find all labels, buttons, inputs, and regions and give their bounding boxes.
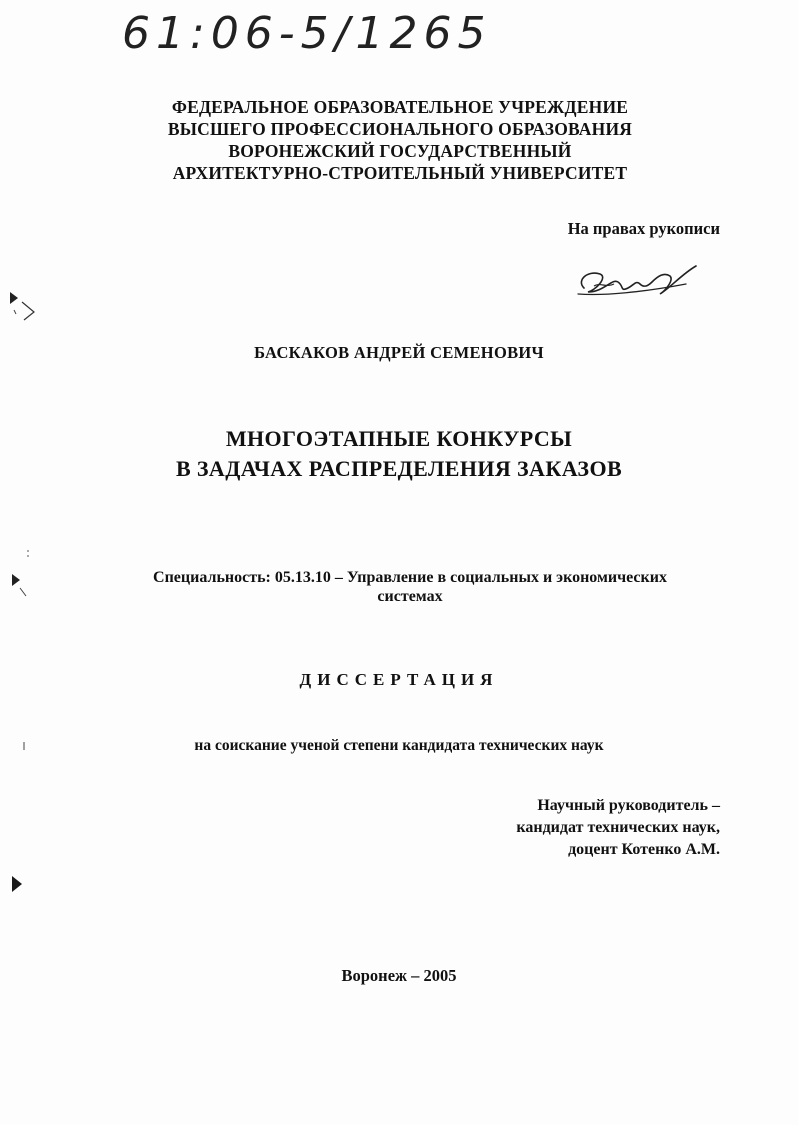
- specialty-line: системах: [377, 588, 443, 605]
- rights-note: На правах рукописи: [567, 219, 720, 238]
- handwritten-signature: [574, 258, 704, 308]
- handwritten-archive-number: [118, 2, 538, 64]
- supervisor-block: [516, 795, 720, 861]
- degree-statement: на соискание ученой степени кандидата технических наук: [194, 737, 604, 754]
- title-line: В ЗАДАЧАХ РАСПРЕДЕЛЕНИЯ ЗАКАЗОВ: [175, 456, 623, 481]
- author-name: БАСКАКОВ АНДРЕЙ СЕМЕНОВИЧ: [254, 343, 544, 362]
- specialty: [100, 568, 720, 606]
- institution-line: АРХИТЕКТУРНО-СТРОИТЕЛЬНЫЙ УНИВЕРСИТЕТ: [172, 163, 628, 183]
- scan-artifact-mark: [6, 872, 28, 896]
- specialty-line: Специальность: 05.13.10 – Управление в социальных и экономических: [153, 569, 667, 586]
- archive-number-text: 61:06-5/1265: [122, 8, 492, 59]
- institution-line: ВЫСШЕГО ПРОФЕССИОНАЛЬНОГО ОБРАЗОВАНИЯ: [167, 119, 633, 139]
- title-line: МНОГОЭТАПНЫЕ КОНКУРСЫ: [225, 426, 573, 451]
- institution-line: ФЕДЕРАЛЬНОЕ ОБРАЗОВАТЕЛЬНОЕ УЧРЕЖДЕНИЕ: [171, 97, 629, 117]
- supervisor-line: доцент Котенко А.М.: [568, 841, 720, 858]
- dissertation-title: [0, 424, 798, 484]
- scan-artifact-mark: [4, 284, 38, 324]
- institution-header: [100, 96, 700, 184]
- supervisor-line: Научный руководитель –: [537, 797, 720, 814]
- scan-artifact-mark: [20, 740, 28, 752]
- document-type: ДИССЕРТАЦИЯ: [299, 670, 499, 689]
- supervisor-line: кандидат технических наук,: [516, 819, 720, 836]
- city-year: Воронеж – 2005: [341, 966, 457, 985]
- scan-artifact-mark: [6, 548, 36, 600]
- institution-line: ВОРОНЕЖСКИЙ ГОСУДАРСТВЕННЫЙ: [228, 141, 572, 161]
- archive-number-svg: [118, 2, 538, 64]
